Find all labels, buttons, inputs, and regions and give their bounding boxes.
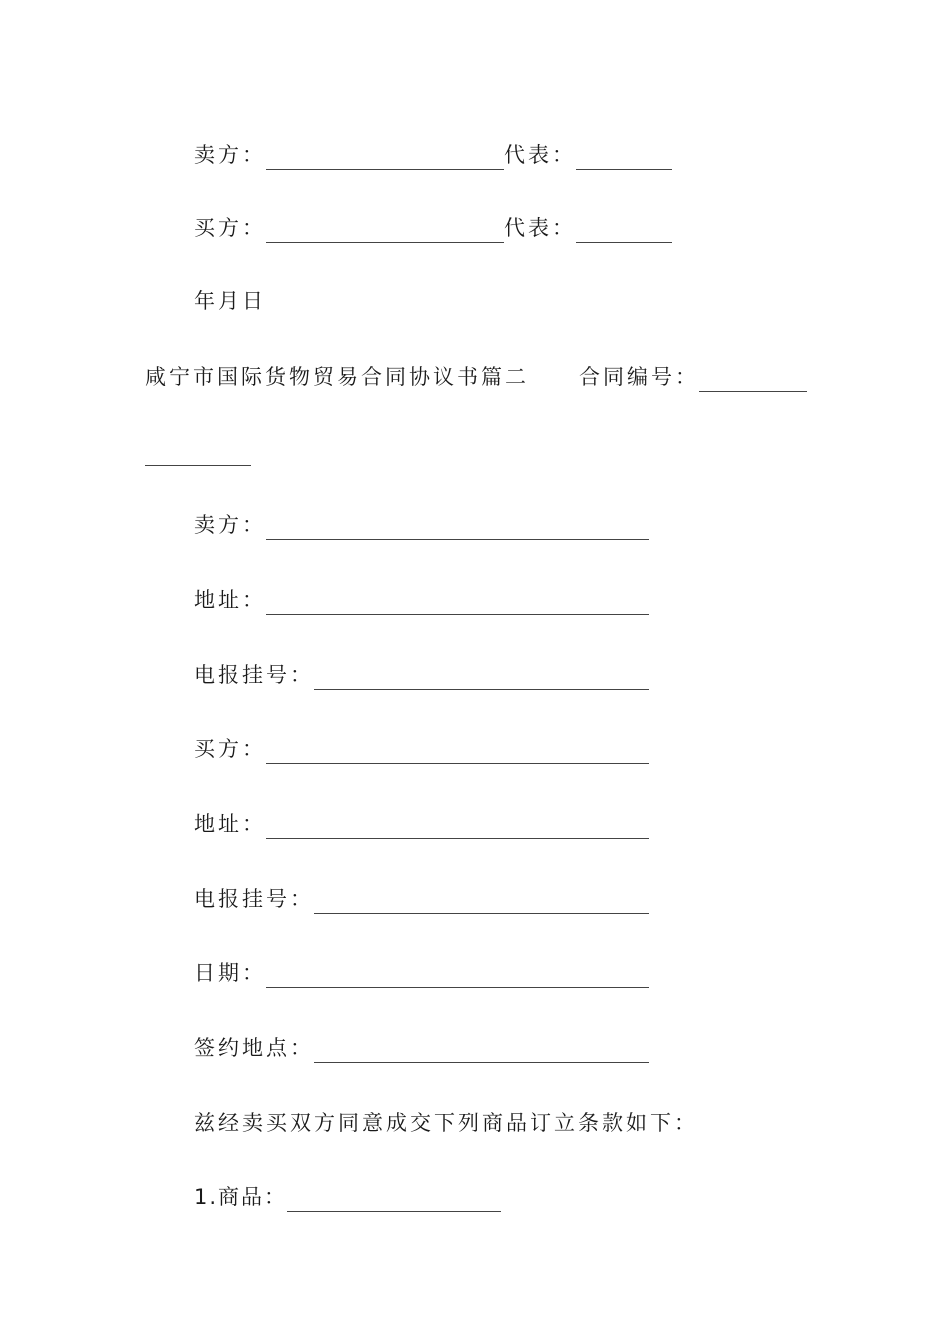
- intro-text: 兹经卖买双方同意成交下列商品订立条款如下：: [194, 1111, 698, 1135]
- buyer-blank[interactable]: [266, 220, 504, 243]
- contract-number-blank[interactable]: [699, 369, 807, 392]
- field-buyer-telegraph: [194, 884, 649, 914]
- field-date-blank[interactable]: [266, 965, 649, 988]
- field-buyer-address-blank[interactable]: [266, 816, 649, 839]
- field-signing-place-blank[interactable]: [314, 1040, 649, 1063]
- clause-goods: [194, 1182, 501, 1212]
- section-title: 咸宁市国际货物贸易合同协议书篇二: [145, 365, 529, 389]
- intro-paragraph: [194, 1108, 698, 1138]
- contract-number-label: 合同编号：: [579, 365, 699, 389]
- field-seller: [194, 510, 649, 540]
- signature-buyer-line: [194, 213, 672, 243]
- seller-blank[interactable]: [266, 147, 504, 170]
- seller-label: 卖方：: [194, 143, 266, 167]
- signature-seller-line: [194, 140, 672, 170]
- field-seller-address-blank[interactable]: [266, 592, 649, 615]
- seller-rep-blank[interactable]: [576, 147, 672, 170]
- field-label: 地址：: [194, 588, 266, 612]
- field-buyer-address: [194, 809, 649, 839]
- field-label: 卖方：: [194, 513, 266, 537]
- field-seller-telegraph-blank[interactable]: [314, 667, 649, 690]
- field-label: 签约地点：: [194, 1036, 314, 1060]
- clause-goods-blank[interactable]: [287, 1189, 501, 1212]
- field-buyer-telegraph-blank[interactable]: [314, 891, 649, 914]
- field-label: 电报挂号：: [194, 887, 314, 911]
- contract-number-continuation: [145, 436, 251, 466]
- clause-label: 1.商品：: [194, 1185, 288, 1209]
- field-label: 买方：: [194, 737, 266, 761]
- seller-rep-label: 代表：: [504, 143, 576, 167]
- contract-number-blank-cont[interactable]: [145, 443, 251, 466]
- section-heading-line: [145, 362, 807, 392]
- field-seller-address: [194, 585, 649, 615]
- field-seller-telegraph: [194, 660, 649, 690]
- field-label: 地址：: [194, 812, 266, 836]
- buyer-label: 买方：: [194, 216, 266, 240]
- field-buyer-blank[interactable]: [266, 741, 649, 764]
- buyer-rep-label: 代表：: [504, 216, 576, 240]
- field-buyer: [194, 734, 649, 764]
- field-date: [194, 958, 649, 988]
- field-seller-blank[interactable]: [266, 517, 649, 540]
- field-signing-place: [194, 1033, 649, 1063]
- field-label: 电报挂号：: [194, 663, 314, 687]
- field-label: 日期：: [194, 961, 266, 985]
- buyer-rep-blank[interactable]: [576, 220, 672, 243]
- date-line: [194, 286, 266, 316]
- date-text: 年月日: [194, 289, 266, 313]
